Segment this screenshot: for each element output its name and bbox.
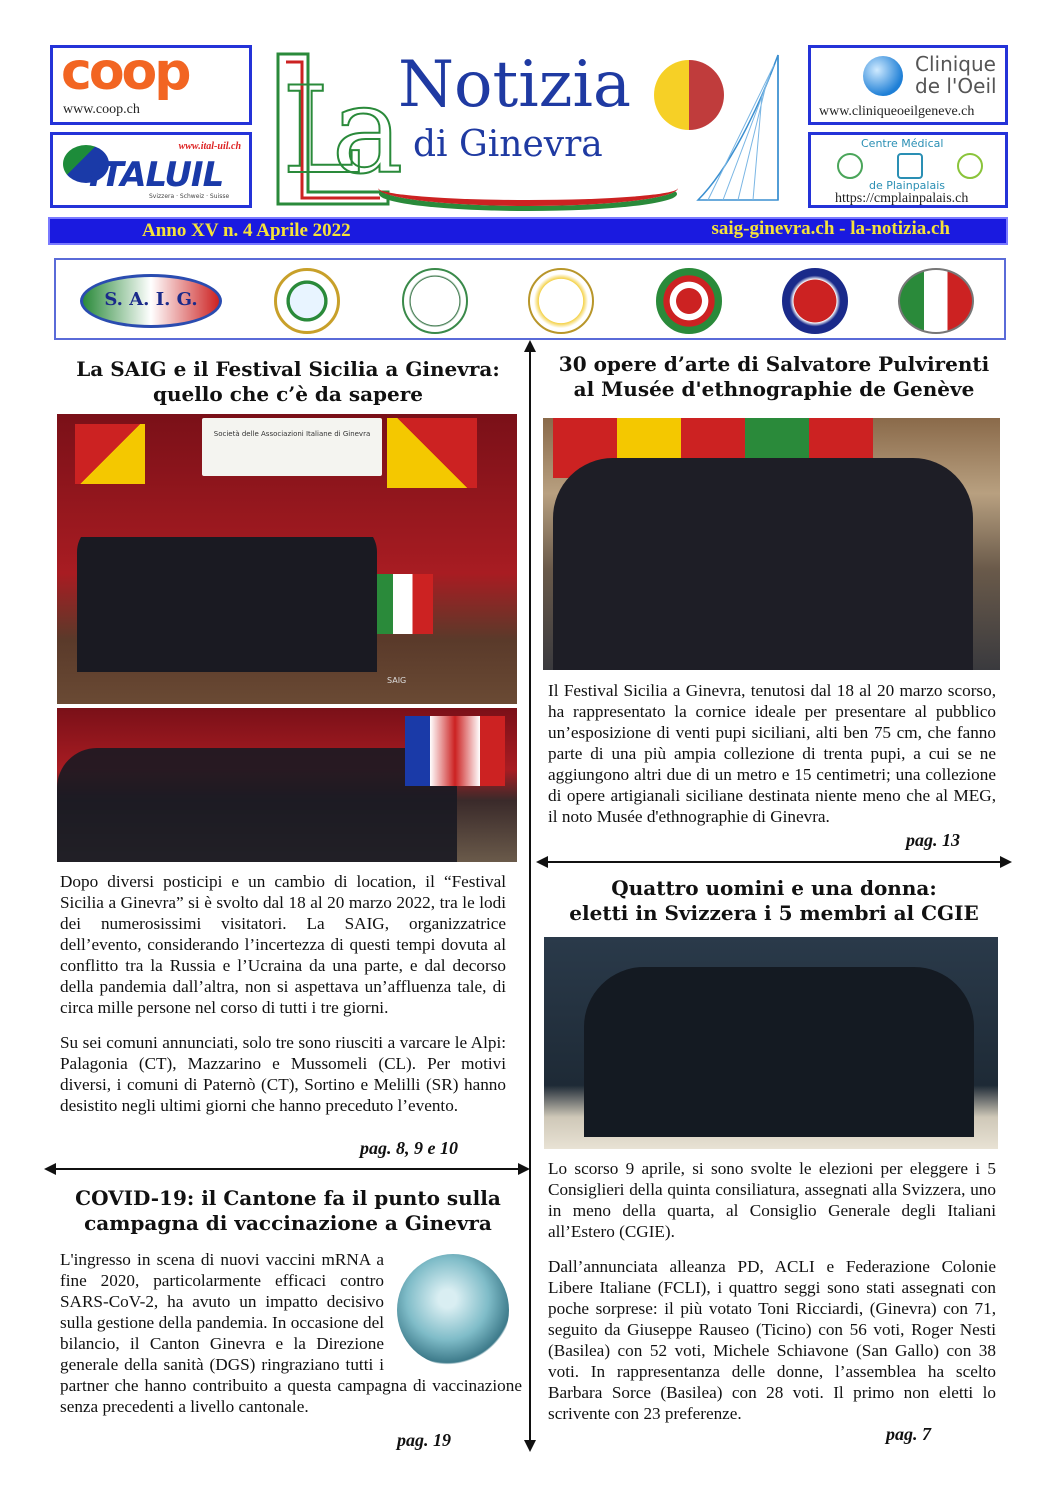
- saig-article-title[interactable]: [56, 357, 520, 407]
- cgie-article-title[interactable]: [540, 876, 1008, 926]
- masthead: [268, 42, 788, 212]
- saig-page-ref[interactable]: pag. 8, 9 e 10: [360, 1138, 458, 1158]
- tree-icon: [837, 153, 863, 179]
- saig-article-body: [60, 871, 506, 1130]
- saig-title-line-2: quello che c’è da sapere: [152, 382, 424, 406]
- saig-logo[interactable]: [80, 274, 222, 328]
- saig-para-2: Su sei comuni annunciati, solo tre sono riusciti a varcare le Alpi: Palagonia (CT), Mazzarino e Mussomeli (CL). Per motivi diversi, i comuni di Paternò (CT), Sortino e Melilli (SR) hanno desistito negli ultimi giorni che hanno preceduto l’evento.: [60, 1033, 506, 1115]
- saig-para-1: Dopo diversi posticipi e un cambio di location, il “Festival Sicilia a Ginevra” si è svolto dal 18 al 20 marzo 2022, tra le lodi dei numerosissimi visitatori. La SAIG, organizzatrice dell’evento, considerando l’incertezza di questi tempi dovuta al conflitto tra la Russia e l’Ucraina da una parte, e dal decorso della pandemia dall’altra, non si aspettava un’affluenza tale, di circa mille persone nel corso di tutti i tre giorni.: [60, 872, 506, 1017]
- people-group-2: [57, 748, 457, 862]
- masthead-di-ginevra: di Ginevra: [413, 124, 603, 165]
- clinique-url[interactable]: www.cliniqueoeilgeneve.ch: [819, 104, 975, 119]
- italuil-tagline: Svizzera · Schweiz · Suisse: [149, 193, 230, 200]
- sicily-flag-right: [387, 418, 477, 488]
- podium-text: SAIG: [387, 676, 407, 685]
- cm-plainpalais-ad[interactable]: [808, 132, 1008, 208]
- sicily-flag-left: [75, 424, 145, 484]
- calabresi-association-icon[interactable]: [402, 268, 468, 334]
- issue-number: Anno XV n. 4 Aprile 2022: [142, 220, 351, 241]
- pulvirenti-article-title[interactable]: [540, 352, 1008, 402]
- saig-title-line-1: La SAIG e il Festival Sicilia a Ginevra:: [76, 357, 500, 381]
- clinique-name-1: Clinique: [915, 52, 996, 76]
- coop-url[interactable]: www.coop.ch: [63, 102, 140, 117]
- jet-deau-icon: [678, 50, 788, 210]
- cgie-para-1: Lo scorso 9 aprile, si sono svolte le elezioni per eleggere i 5 Consiglieri della quinta consiliatura, assegnati alla Svizzera, uno in meno della quarta, al Consiglio Generale degli Italiani all’Estero (CGIE).: [548, 1159, 996, 1241]
- saig-stage-banner: [202, 418, 382, 476]
- italuil-ad[interactable]: [50, 132, 252, 208]
- festival-stage-photo: [57, 414, 517, 704]
- websites[interactable]: saig-ginevra.ch - la-notizia.ch: [711, 218, 950, 239]
- cgie-members-photo: [544, 937, 998, 1149]
- left-divider-arrow-l: [44, 1163, 56, 1175]
- runner-icon: [897, 153, 923, 179]
- pulvirenti-para: Il Festival Sicilia a Ginevra, tenutosi dal 18 al 20 marzo scorso, ha rappresentato la cornice ideale per presentare al pubblico un’esposizione di venti pupi siciliani, alti ben 75 cm, che fanno parte di una più ampia collezione di trenta pupi, a cui se ne aggiungono altri due di un metro e 15 centimetri; una collezione di opere artigianali siciliane destinata niente meno che al MEG, il noto Musée d'ethnographie di Ginevra.: [548, 681, 996, 826]
- coop-logo: coop: [61, 42, 189, 102]
- five-members-group: [584, 967, 974, 1137]
- right-divider-arrow-r: [1000, 856, 1012, 868]
- saig-logo-text: S. A. I. G.: [104, 289, 198, 310]
- covid-article-title[interactable]: [56, 1186, 520, 1236]
- covid-article-body: [60, 1249, 522, 1417]
- masthead-notizia: Notizia: [398, 48, 632, 122]
- left-section-divider: [52, 1168, 518, 1170]
- coop-ad[interactable]: [50, 42, 252, 125]
- masthead-swoosh: [378, 170, 678, 206]
- divider-arrow-down: [524, 1440, 536, 1452]
- right-divider-arrow-l: [536, 856, 548, 868]
- pulvirenti-page-ref[interactable]: pag. 13: [906, 830, 960, 850]
- association-seal-7-icon[interactable]: [898, 268, 974, 334]
- pulvirenti-title-line-2: al Musée d'ethnographie de Genève: [573, 377, 975, 401]
- issue-bar: [48, 217, 1008, 245]
- italuil-logo: ITALUIL: [89, 155, 224, 195]
- cgie-title-line-1: Quattro uomini e una donna:: [611, 876, 937, 900]
- association-logos-strip: [54, 258, 1006, 340]
- festival-award-photo: [57, 708, 517, 862]
- covid-title-line-2: campagna di vaccinazione a Ginevra: [84, 1211, 492, 1235]
- covid-page-ref[interactable]: pag. 19: [397, 1430, 451, 1450]
- cm-url[interactable]: https://cmplainpalais.ch: [835, 191, 969, 206]
- column-divider: [529, 346, 531, 1442]
- left-divider-arrow-r: [518, 1163, 530, 1175]
- stage-banner-text: Società delle Associazioni Italiane di Ginevra: [213, 430, 371, 438]
- cgie-title-line-2: eletti in Svizzera i 5 membri al CGIE: [569, 901, 979, 925]
- cgie-page-ref[interactable]: pag. 7: [886, 1424, 931, 1444]
- meg-group-photo: [543, 418, 1000, 670]
- people-group-1: [77, 522, 377, 672]
- italuil-url[interactable]: www.ital-uil.ch: [178, 141, 241, 152]
- clinique-name-2: de l'Oeil: [915, 74, 997, 98]
- pulvirenti-title-line-1: 30 opere d’arte di Salvatore Pulvirenti: [558, 352, 990, 376]
- cm-name-1: Centre Médical: [861, 137, 944, 150]
- pulvirenti-article-body: [548, 680, 996, 841]
- cgie-article-body: [548, 1158, 996, 1438]
- divider-arrow-up: [524, 340, 536, 352]
- italian-flag-podium: [373, 574, 433, 634]
- men-group: [553, 458, 973, 670]
- eye-logo-icon: [863, 56, 903, 96]
- masthead-la: La: [282, 62, 374, 201]
- clinique-ad[interactable]: [808, 45, 1008, 125]
- family-icon: [957, 153, 983, 179]
- covid-title-line-1: COVID-19: il Cantone fa il punto sulla: [75, 1186, 501, 1210]
- acas-association-icon[interactable]: [528, 268, 594, 334]
- flags-right: [405, 716, 505, 786]
- covid-para: L'ingresso in scena di nuovi vaccini mRNA a fine 2020, particolarmente efficaci contro SARS-CoV-2, ha avuto un impatto decisivo sulla gestione della pandemia. In occasione del bilancio, il Canton Ginevra e la Direzione generale della sanità (DGS) ringraziano tutti i partner che hanno contribuito a questa campagna di vaccinazione senza precedenti a livello cantonale.: [60, 1250, 522, 1416]
- association-seal-6-icon[interactable]: [782, 268, 848, 334]
- association-seal-2-icon[interactable]: [274, 268, 340, 334]
- right-section-divider: [546, 861, 1002, 863]
- cm-name-2: de Plainpalais: [869, 179, 946, 192]
- association-seal-5-icon[interactable]: [656, 268, 722, 334]
- cgie-para-2: Dall’annunciata alleanza PD, ACLI e Federazione Colonie Libere Italiane (FCLI), i quattro seggi sono stati assegnati con poche sorprese: il più votato Toni Ricciardi, (Ginevra) con 71, seguito da Giuseppe Rauseo (Ticino) con 56 voti, Roger Nesti (Basilea) con 52 voti, Michele Schiavone (San Gallo) con 38 voti. In rappresentanza delle donne, l’assemblea ha scelto Barbara Sorce (Basilea) con 28 voti. Il primo non eletti lo scrivente con 23 preferenze.: [548, 1257, 996, 1423]
